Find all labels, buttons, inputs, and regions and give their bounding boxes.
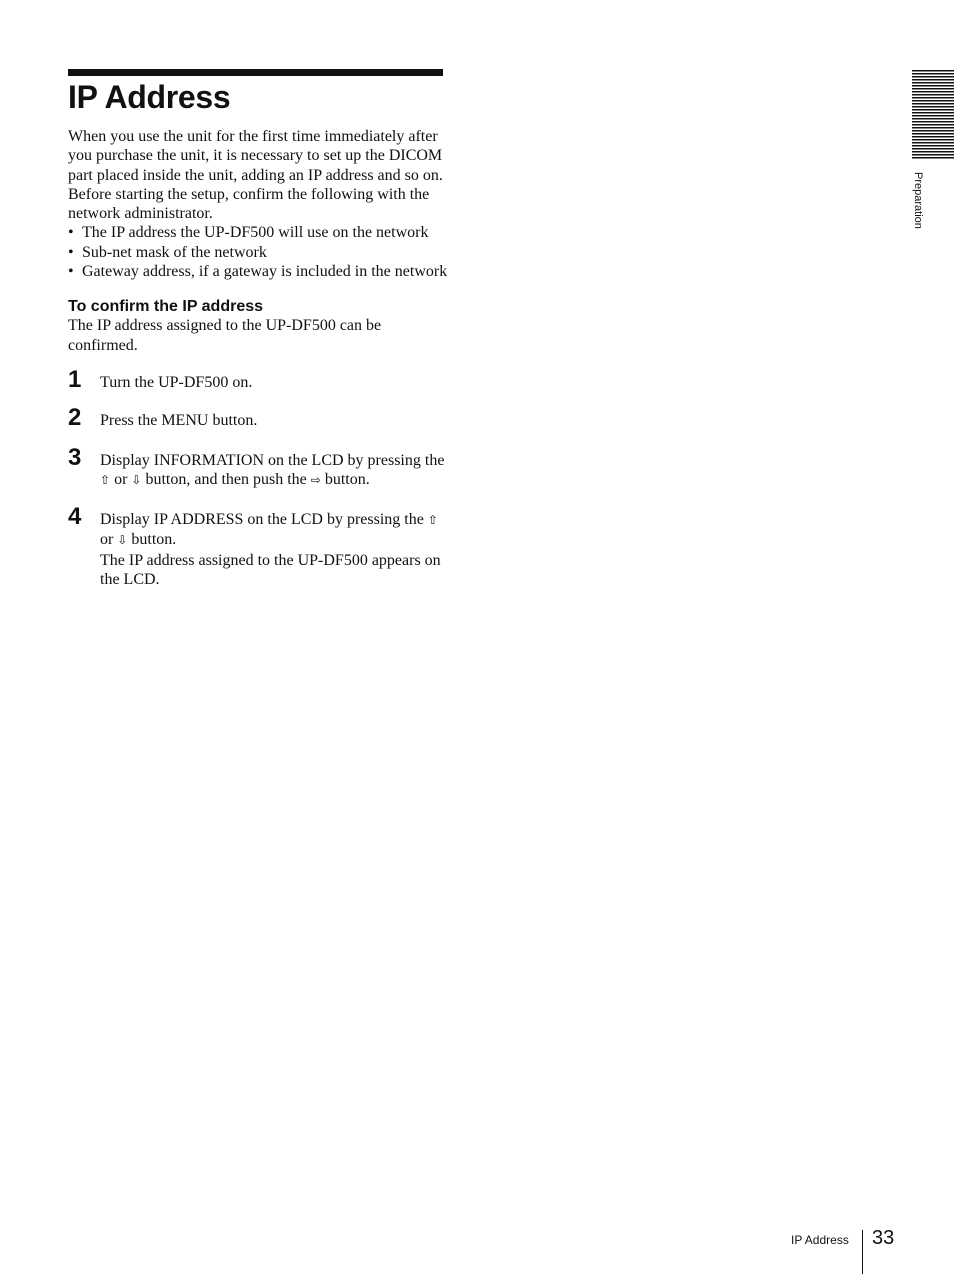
step-text-part: or (100, 531, 118, 549)
step-text-part: Display INFORMATION on the LCD by pressing the (100, 451, 445, 469)
main-column (68, 127, 448, 589)
step-number: 4 (68, 503, 82, 531)
list-item (68, 243, 448, 262)
step-number: 1 (68, 365, 82, 393)
footer-label: IP Address (791, 1233, 849, 1247)
step-text-part: button. (320, 470, 370, 488)
intro-paragraph: Before starting the setup, confirm the following with the network administrator. (68, 185, 430, 223)
step-text-part: button, and then push the (141, 470, 311, 488)
step-4 (68, 503, 448, 589)
list-item (68, 223, 448, 242)
bullet-marker: • (68, 263, 74, 281)
down-arrow-icon: ⇩ (117, 533, 128, 548)
step-result: The IP address assigned to the UP-DF500 appears on the LCD. (100, 551, 441, 589)
step-text (100, 452, 444, 488)
up-arrow-icon: ⇧ (427, 513, 438, 528)
step-text: Turn the UP-DF500 on. (100, 373, 253, 391)
title-rule (68, 69, 443, 76)
intro-paragraph: When you use the unit for the first time immediately after you purchase the unit, it is necessary to set up the DICOM part placed inside the unit, adding an IP address and so on. (68, 128, 443, 184)
page-number: 33 (872, 1227, 895, 1249)
list-item (68, 262, 448, 281)
bullet-marker: • (68, 243, 74, 261)
section-tab-stripes (912, 70, 954, 160)
bullet-marker: • (68, 224, 74, 242)
footer-divider (862, 1230, 863, 1274)
section-label: Preparation (912, 172, 924, 229)
section-paragraph: The IP address assigned to the UP-DF500 can be confirmed. (68, 317, 382, 354)
requirements-list (68, 223, 448, 281)
step-number: 3 (68, 443, 82, 471)
step-number: 2 (68, 404, 82, 432)
steps-list (68, 365, 448, 589)
step-text-part: Display IP ADDRESS on the LCD by pressing the (100, 511, 428, 529)
up-arrow-icon: ⇧ (100, 472, 111, 487)
list-item-text: Sub-net mask of the network (82, 243, 267, 261)
step-text-part: or (110, 470, 132, 488)
list-item-text: The IP address the UP-DF500 will use on the network (82, 224, 429, 242)
section-heading: To confirm the IP address (68, 298, 264, 316)
step-text-part: button. (127, 531, 177, 549)
step-2 (68, 404, 448, 432)
step-text: Press the MENU button. (100, 412, 258, 430)
page-title: IP Address (68, 79, 231, 115)
right-arrow-icon: ⇨ (310, 472, 321, 487)
step-1 (68, 365, 448, 393)
down-arrow-icon: ⇩ (131, 472, 142, 487)
step-3 (68, 443, 448, 491)
step-text (100, 511, 438, 548)
list-item-text: Gateway address, if a gateway is included in the network (82, 263, 448, 281)
